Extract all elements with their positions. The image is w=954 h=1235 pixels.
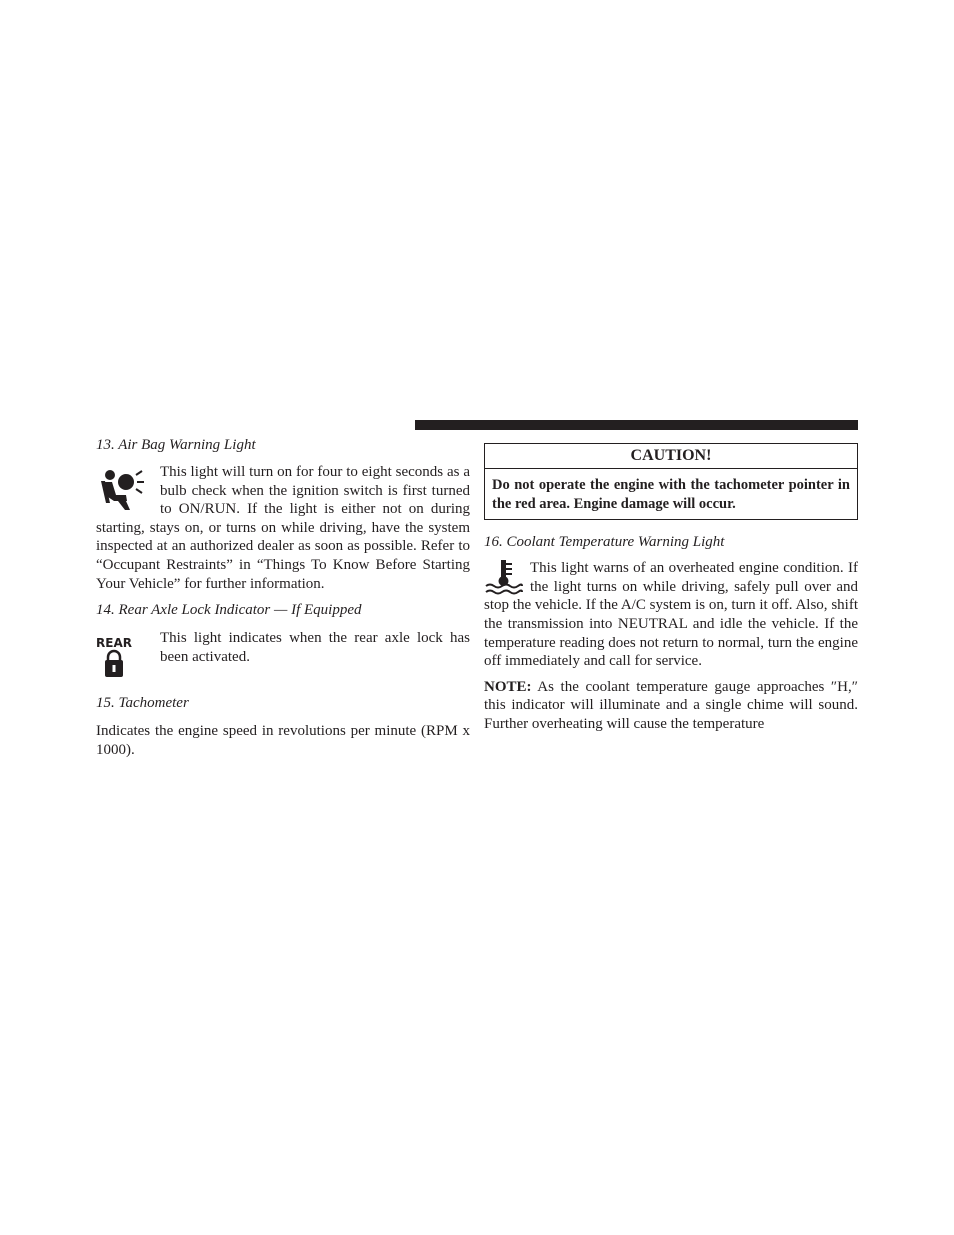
header-rule-bar <box>415 420 858 430</box>
section-14-body: This light indicates when the rear axle lock has been activated. <box>160 630 470 665</box>
airbag-warning-icon <box>96 465 160 513</box>
section-13-block <box>96 463 470 593</box>
right-column <box>484 443 858 734</box>
section-16-body: This light warns of an overheated engine condition. If the light turns on while driving, safely pull over and stop the vehicle. If the A/C system is on, turn it off. Also, shift the transmission into NEUTRAL and idle the vehicle. If the temperature reading does not return to normal, turn the engine off immediately and call for service. <box>484 560 858 670</box>
caution-title: CAUTION! <box>485 444 857 469</box>
section-15-body: Indicates the engine speed in revolutions per minute (RPM x 1000). <box>96 723 470 758</box>
note-text: As the coolant temperature gauge approaches ″H,″ this indicator will illuminate and a single chime will sound. Further overheating will cause the temperature <box>484 678 858 732</box>
section-14-heading: 14. Rear Axle Lock Indicator — If Equipped <box>96 602 362 619</box>
coolant-temperature-icon <box>484 559 530 595</box>
rear-axle-lock-icon <box>96 629 160 685</box>
left-column <box>96 436 470 759</box>
section-16-block <box>484 559 858 671</box>
rear-axle-icon-text: REAR <box>96 636 132 651</box>
section-16-heading: 16. Coolant Temperature Warning Light <box>484 534 725 551</box>
section-14-block <box>96 629 470 687</box>
caution-text: Do not operate the engine with the tachometer pointer in the red area. Engine damage will occur. <box>492 477 850 512</box>
caution-box <box>484 443 858 520</box>
section-13-body: This light will turn on for four to eight seconds as a bulb check when the ignition switch is first turned to ON/RUN. If the light is either not on during starting, stays on, or turns on while driving, have the system inspected at an authorized dealer as soon as possible. Refer to “Occupant Restraints” in “Things To Know Before Starting Your Vehicle” for further information. <box>96 464 470 592</box>
section-13-heading: 13. Air Bag Warning Light <box>96 437 256 453</box>
note-label: NOTE: <box>484 678 532 695</box>
section-15-heading: 15. Tachometer <box>96 695 189 712</box>
note-paragraph <box>484 678 858 734</box>
